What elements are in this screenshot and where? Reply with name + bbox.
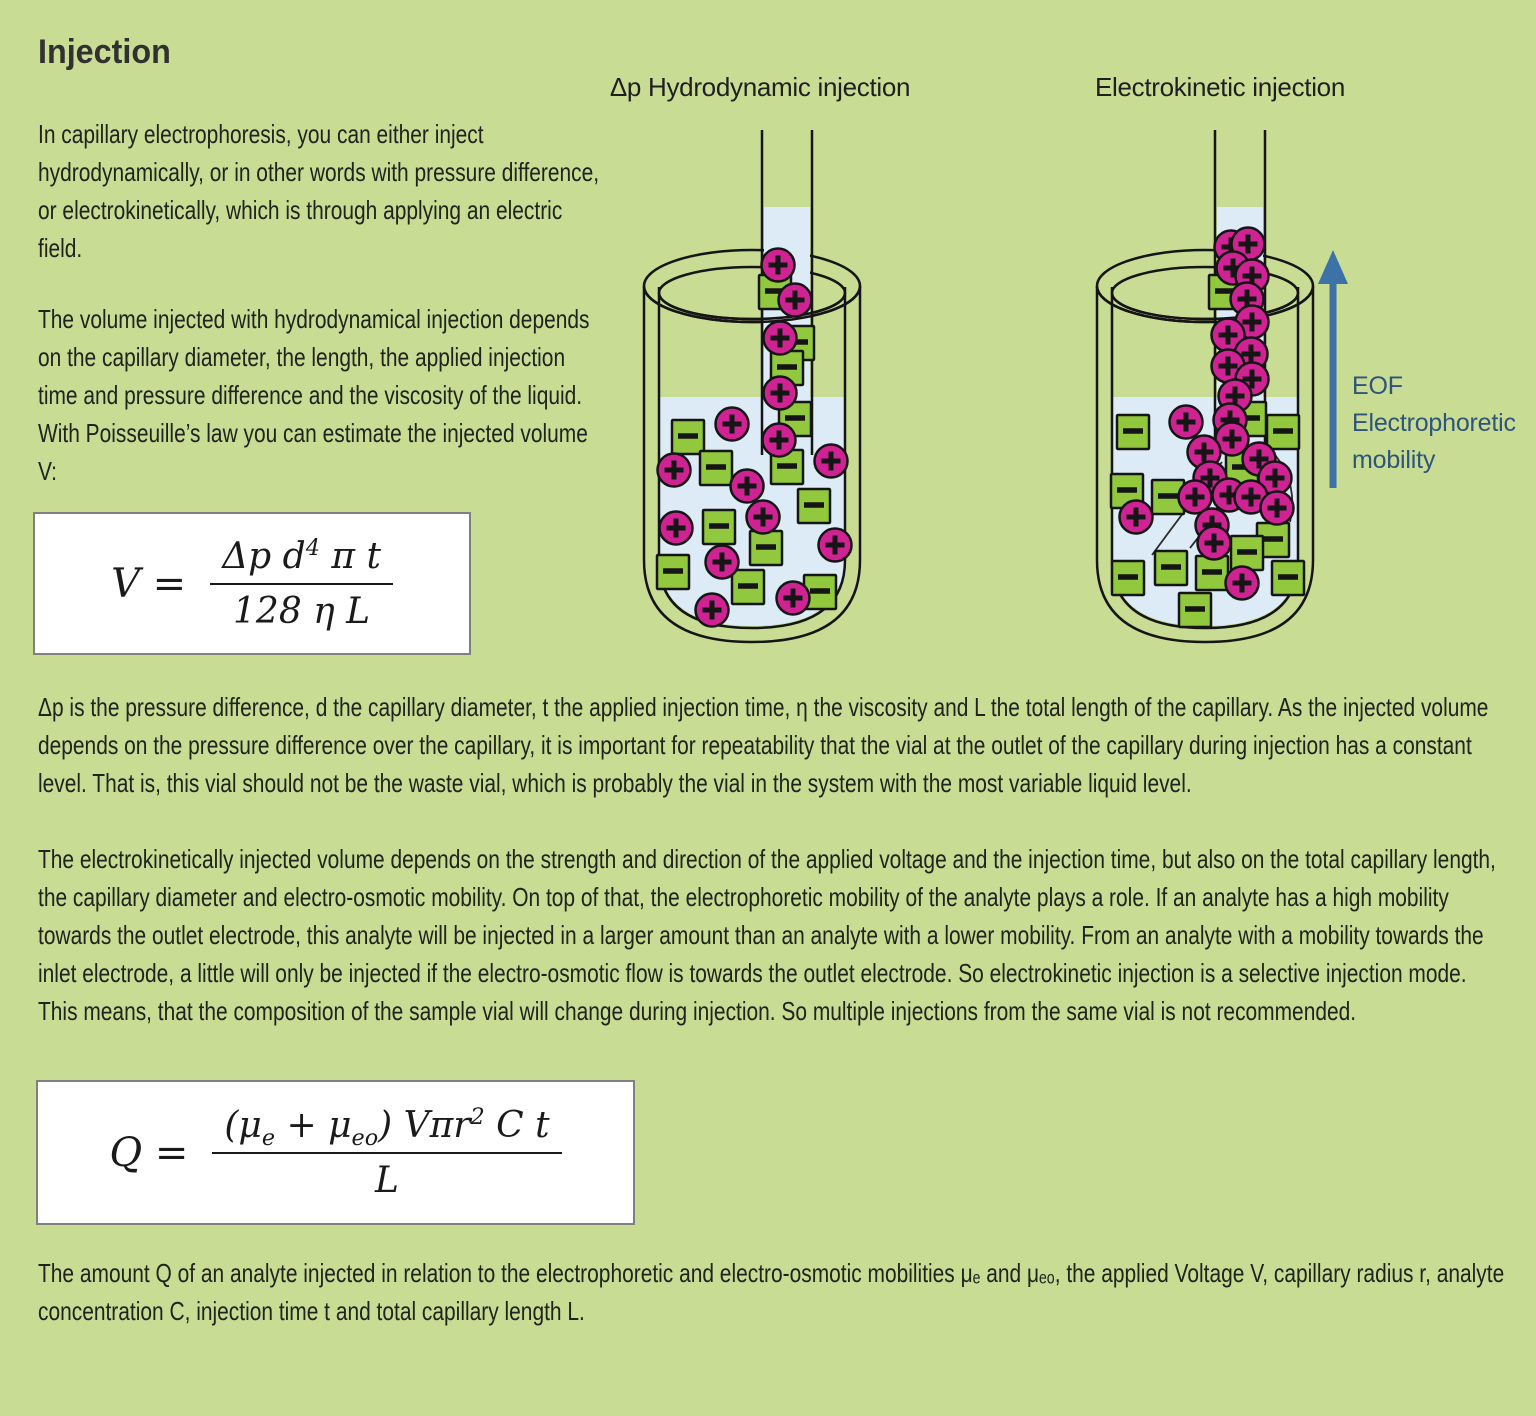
- paragraph-formula-v-explanation: Δp is the pressure difference, d the capillary diameter, t the applied injection time, η the viscosity and L the total length of the capillary. As the injected volume depends on the pressure difference over the capillary, it is important for repeatability that the vial at the outlet of the capillary during injection has a constant level. That is, this vial should not be the waste vial, which is probably the vial in the system with the most variable liquid level.: [38, 692, 1489, 798]
- anion: [703, 510, 735, 544]
- cation: [747, 501, 780, 534]
- formula-part: (μ: [224, 1104, 262, 1146]
- anion: [1231, 536, 1263, 570]
- cation: [706, 546, 739, 579]
- anion: [1196, 556, 1228, 590]
- cation: [1226, 567, 1259, 600]
- anion: [1155, 551, 1187, 585]
- eof-arrow-head: [1318, 250, 1348, 284]
- paragraph-formula-q-explanation: The amount Q of an analyte injected in relation to the electrophoretic and electro-osmotic mobilities μₑ and μₑₒ, the applied Voltage V, capillary radius r, analyte concentration C, injection time t and total capillary length L.: [38, 1258, 1505, 1326]
- formula-q-denominator: L: [212, 1152, 561, 1201]
- formula-v-lhs: V =: [111, 560, 187, 607]
- paragraph-intro: In capillary electrophoresis, you can either inject hydrodynamically, or in other words with pressure difference, or electrokinetically, which is through applying an electric field.: [38, 119, 600, 263]
- anion: [672, 420, 704, 454]
- cation: [763, 424, 796, 457]
- cation: [658, 454, 691, 487]
- cation: [696, 594, 729, 627]
- eof-line-2: Electrophoretic: [1352, 409, 1516, 437]
- formula-part: Δp d: [222, 535, 306, 577]
- anion: [732, 570, 764, 604]
- formula-v-denominator: 128 η L: [210, 583, 393, 632]
- cation: [1198, 527, 1231, 560]
- formula-part: + μ: [275, 1104, 352, 1146]
- formula-part: eo: [351, 1124, 379, 1151]
- cation: [779, 284, 812, 317]
- hydrodynamic-beaker: [644, 130, 860, 642]
- formula-q-numerator: [212, 1105, 561, 1152]
- anion: [657, 555, 689, 589]
- hydrodynamic-header: Δp Hydrodynamic injection: [609, 72, 911, 102]
- formula-v-fraction: [210, 536, 393, 632]
- cation: [1261, 492, 1294, 525]
- formula-v-box: [33, 512, 471, 655]
- cation: [762, 249, 795, 282]
- anion: [1267, 415, 1299, 449]
- anion: [1179, 593, 1211, 627]
- anion: [700, 451, 732, 485]
- formula-v-numerator: [210, 536, 393, 583]
- formula-part: π t: [319, 535, 381, 577]
- electrokinetic-header: Electrokinetic injection: [1094, 72, 1346, 102]
- formula-part: 4: [305, 534, 320, 561]
- anion: [798, 489, 830, 523]
- formula-part: e: [261, 1124, 276, 1151]
- cation: [731, 470, 764, 503]
- paragraph-electrokinetic: The electrokinetically injected volume depends on the strength and direction of the applied voltage and the injection time, but also on the total capillary length, the capillary diameter and electro-osmotic mobility. On top of that, the electrophoretic mobility of the analyte plays a role. If an analyte has a high mobility towards the outlet electrode, this analyte will be injected in a larger amount than an analyte with a lower mobility. From an analyte with a mobility towards the inlet electrode, a little will only be injected if the electro-osmotic flow is towards the outlet electrode. So electrokinetic injection is a selective injection mode. This means, that the composition of the sample vial will change during injection. So multiple injections from the same vial is not recommended.: [38, 844, 1496, 1026]
- anion: [750, 531, 782, 565]
- anion: [1272, 561, 1304, 595]
- formula-part: C t: [484, 1104, 550, 1146]
- cation: [764, 377, 797, 410]
- cation: [660, 512, 693, 545]
- cation: [777, 582, 810, 615]
- beaker-rim-outer-front: [644, 286, 860, 322]
- anion: [1112, 561, 1144, 595]
- eof-label: [1352, 368, 1516, 479]
- paragraph-hydrodynamic: The volume injected with hydrodynamical injection depends on the capillary diameter, the length, the applied injection time and pressure difference and the viscosity of the liquid. With Poisseuille’s law you can estimate the injected volume V:: [38, 304, 590, 486]
- anion: [1117, 415, 1149, 449]
- eof-line-3: mobility: [1352, 446, 1436, 474]
- cation: [1170, 406, 1203, 439]
- formula-q-box: [36, 1080, 635, 1225]
- beaker-rim-outer-front: [1097, 286, 1313, 322]
- eof-line-1: EOF: [1352, 372, 1403, 400]
- cation: [716, 408, 749, 441]
- page-title: Injection: [38, 33, 171, 71]
- formula-part: ) Vπr: [378, 1104, 471, 1146]
- cation: [819, 529, 852, 562]
- electrokinetic-beaker: [1097, 130, 1348, 642]
- formula-part: 2: [470, 1103, 485, 1130]
- formula-q-lhs: Q =: [109, 1129, 189, 1176]
- cation: [1120, 501, 1153, 534]
- cation: [764, 322, 797, 355]
- cation: [815, 445, 848, 478]
- formula-q-fraction: [212, 1105, 561, 1201]
